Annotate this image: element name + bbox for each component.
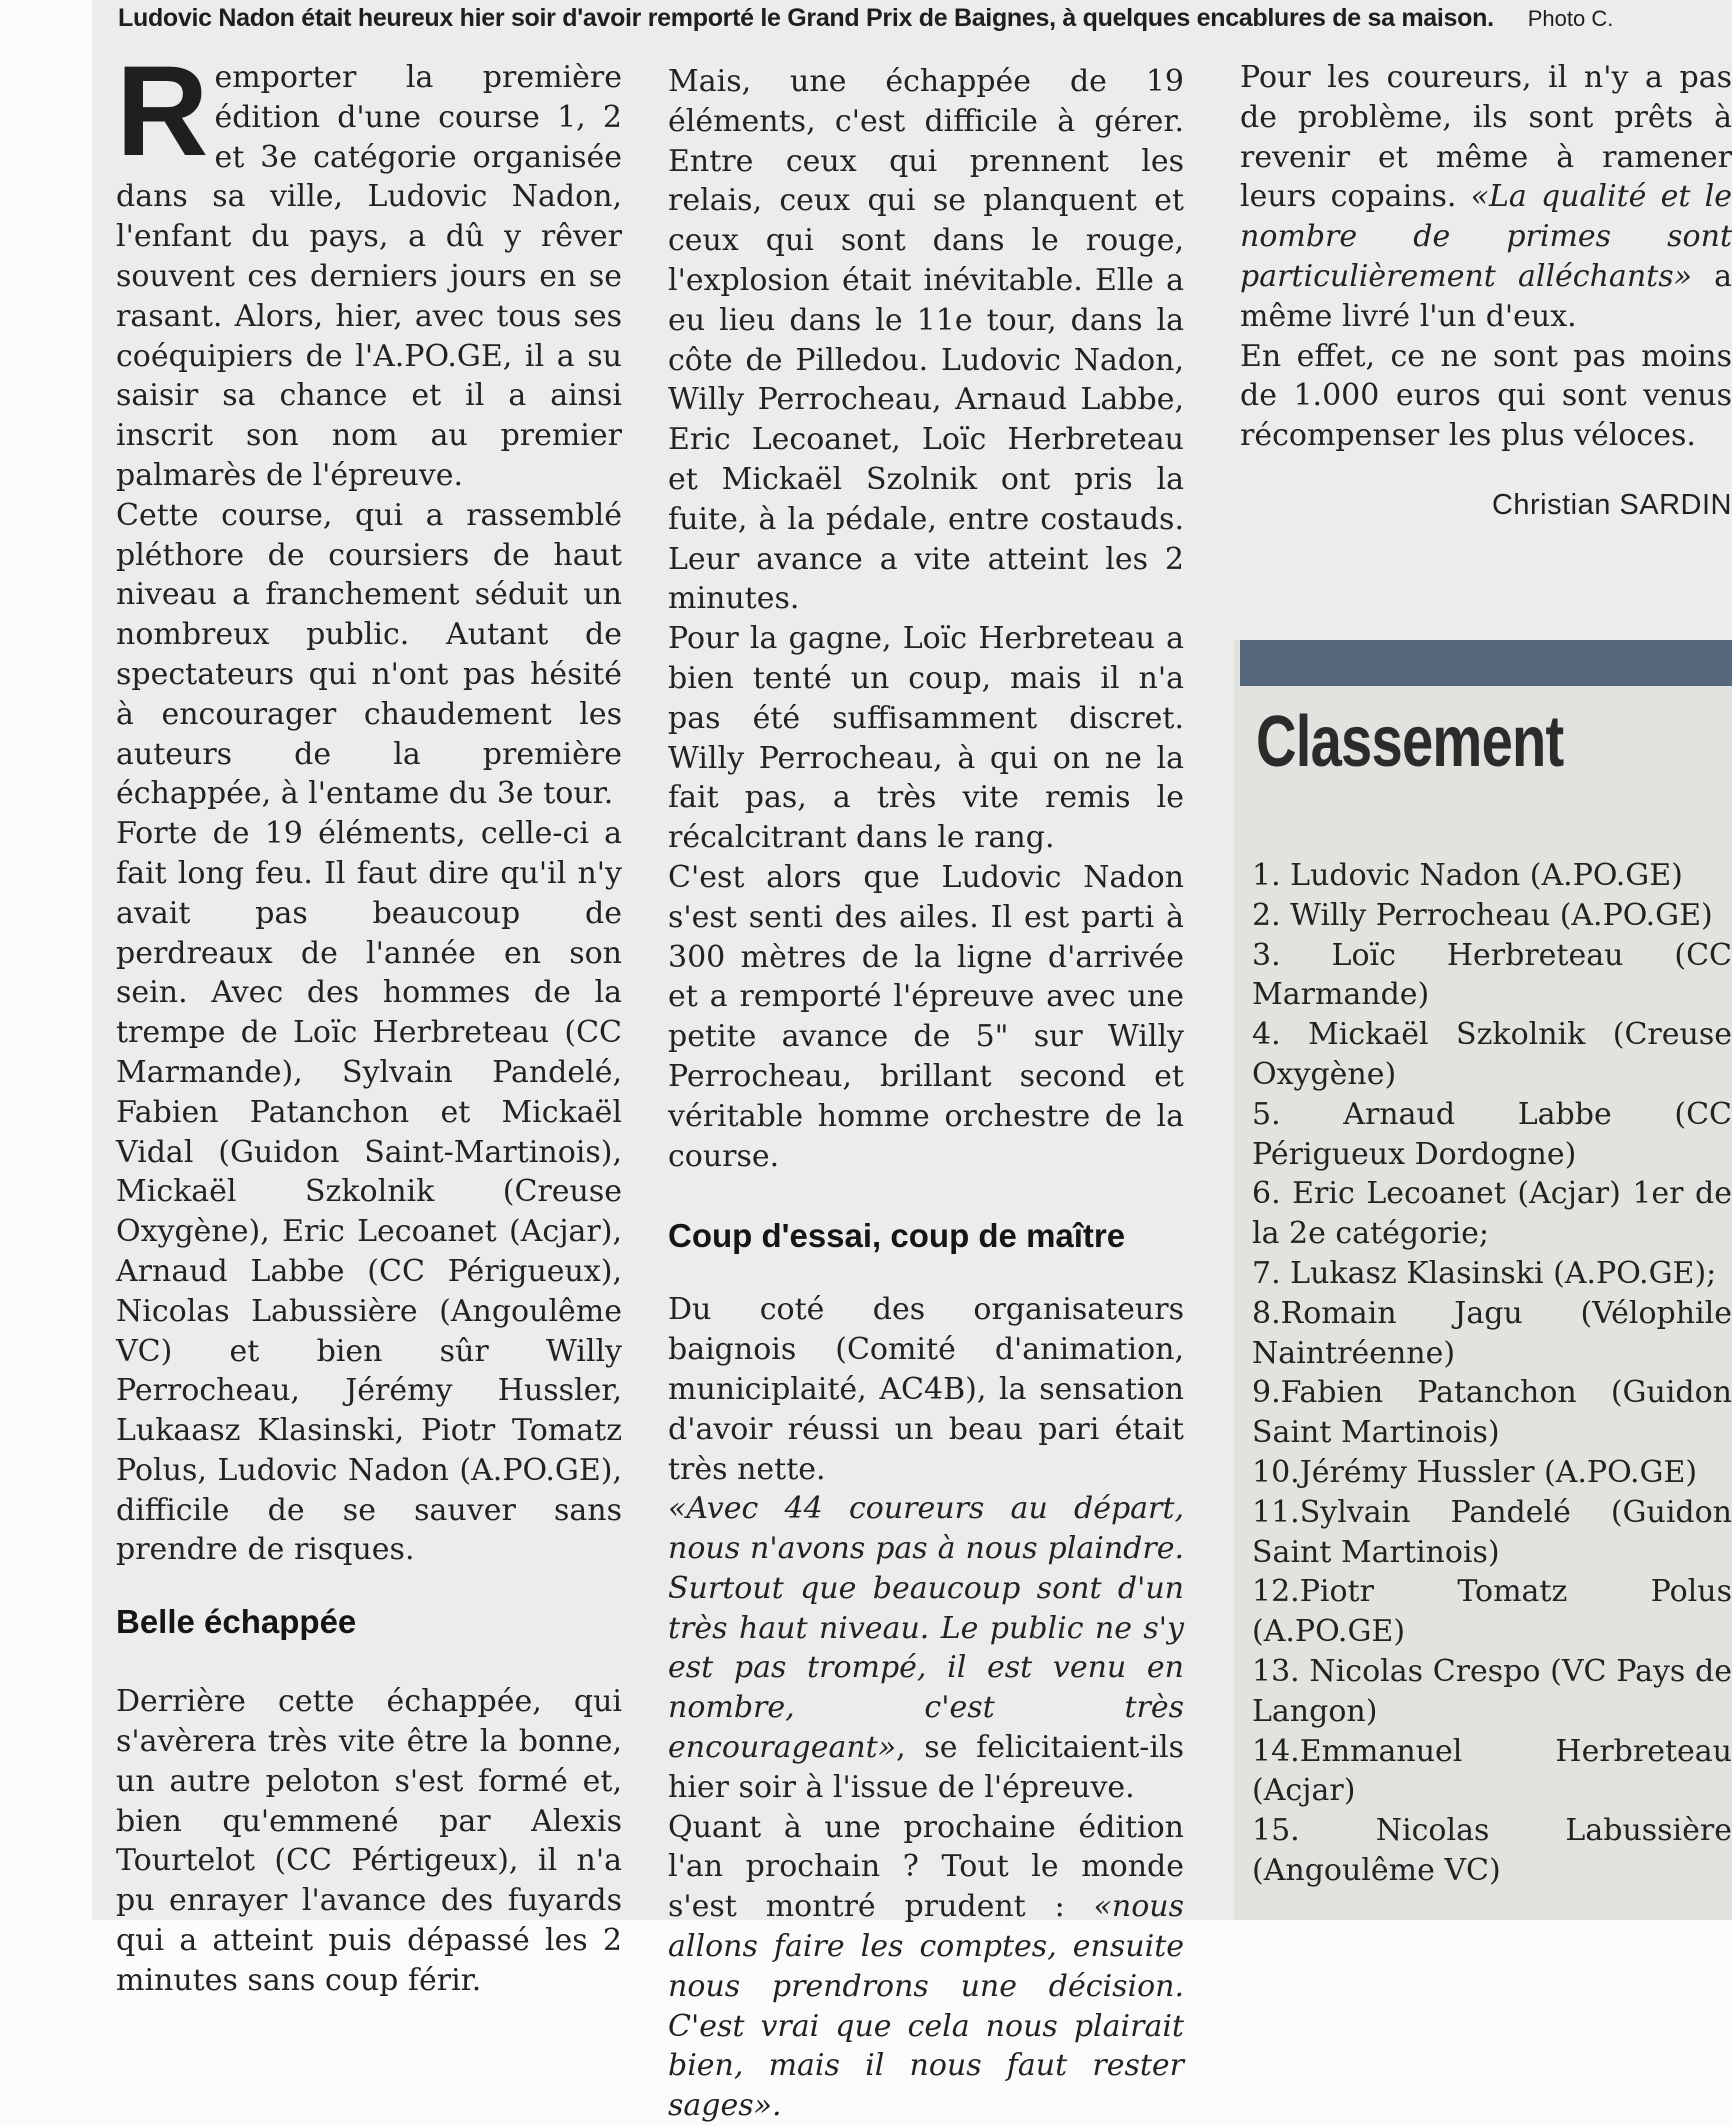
paragraph-public: Cette course, qui a rassemblé pléthore de coursiers de haut niveau a franchement séduit un nombreux public. Autant de spectateurs qui n'ont pas hésité à encourager chaudement les auteurs de la première échappée, à l'entame du 3e tour.: [116, 497, 622, 812]
riders-quote: «La qualité et le nombre de primes sont particulièrement alléchants»: [1240, 179, 1732, 294]
next-edition-text: Quant à une prochaine édition l'an prochain ? Tout le monde s'est montré prudent :: [668, 1809, 1184, 1925]
paragraph-victory: C'est alors que Ludovic Nadon s'est senti des ailes. Il est parti à 300 mètres de la ligne d'arrivée et a remporté l'épreuve avec une petite avance de 5" sur Willy Perrocheau, brillant second et véritable homme orchestre de la course.: [668, 859, 1184, 1174]
paragraph-explosion: Mais, une échappée de 19 éléments, c'est difficile à gérer. Entre ceux qui prennent les relais, ceux qui se planquent et ceux qui sont dans le rouge, l'explosion était inévitable. Elle a eu lieu dans le 11e tour, dans la côte de Pilledou. Ludovic Nadon, Willy Perrocheau, Arnaud Labbe, Eric Lecoanet, Loïc Herbreteau et Mickaël Szolnik ont pris la fuite, à la pédale, entre costauds. Leur avance a vite atteint les 2 minutes.: [668, 64, 1184, 617]
subheading-coup-d-essai: Coup d'essai, coup de maître: [668, 1217, 1126, 1255]
classement-entry: 2. Willy Perrocheau (A.PO.GE): [1252, 897, 1713, 933]
caption-text: Ludovic Nadon était heureux hier soir d'avoir remporté le Grand Prix de Baignes, à quelques encablures de sa maison.: [118, 4, 1494, 32]
classement-entry: 14.Emmanuel Herbreteau (Acjar): [1252, 1733, 1732, 1809]
classement-entry: 12.Piotr Tomatz Polus (A.PO.GE): [1252, 1574, 1732, 1650]
paragraph-riders: [1240, 58, 1732, 337]
classement-entry: 9.Fabien Patanchon (Guidon Saint Martinois): [1252, 1375, 1732, 1451]
photo-credit: Photo C.: [1527, 6, 1614, 31]
classement-entry: 4. Mickaël Szkolnik (Creuse Oxygène): [1252, 1017, 1732, 1092]
classement-entry: 8.Romain Jagu (Vélophile Naintréenne): [1252, 1295, 1732, 1371]
paragraph-next-edition: [668, 1808, 1184, 2126]
organisers-quote-attribution: , se felicitaient-ils hier soir à l'issue de l'épreuve.: [668, 1730, 1184, 1805]
classement-entry: 1. Ludovic Nadon (A.PO.GE): [1252, 858, 1683, 893]
intro-text: emporter la première édition d'une course 1, 2 et 3e catégorie organisée dans sa ville, Ludovic Nadon, l'enfant du pays, a dû y rêver souvent ces derniers jours en se rasant. Alors, hier, avec tous ses coéquipiers de l'A.PO.GE, il a su saisir sa chance et il a ainsi inscrit son nom au premier palmarès de l'épreuve.: [116, 60, 622, 493]
paragraph-prizes: En effet, ce ne sont pas moins de 1.000 euros qui sont venus récompenser les plus véloces.: [1240, 338, 1732, 454]
organisers-quote: «Avec 44 coureurs au départ, nous n'avons pas à nous plaindre. Surtout que beaucoup sont d'un très haut niveau. Le public ne s'y est pas trompé, il est venu en nombre, c'est très encourageant»: [668, 1491, 1184, 1766]
paragraph-breakaway: Forte de 19 éléments, celle-ci a fait long feu. Il faut dire qu'il n'y avait pas beaucoup de perdreaux de l'année en son sein. Avec des hommes de la trempe de Loïc Herbreteau (CC Marmande), Sylvain Pandelé, Fabien Patanchon et Mickaël Vidal (Guidon Saint-Martinois), Mickaël Szkolnik (Creuse Oxygène), Eric Lecoanet (Acjar), Arnaud Labbe (CC Périgueux), Nicolas Labussière (Angoulême VC) et bien sûr Willy Perrocheau, Jérémy Hussler, Lukaasz Klasinski, Piotr Tomatz Polus, Ludovic Nadon (A.PO.GE), difficile de se sauver sans prendre de risques.: [116, 816, 622, 1568]
author-signature: Christian SARDIN: [1491, 488, 1732, 521]
intro-paragraph: [116, 40, 622, 496]
photo-caption: [118, 4, 1732, 44]
paragraph-organisers-quote: [668, 1489, 1184, 1807]
drop-cap: R: [116, 40, 209, 183]
paragraph-peloton: Derrière cette échappée, qui s'avèrera très vite être la bonne, un autre peloton s'est formé et, bien qu'emmené par Alexis Tourtelot (CC Pértigeux), il n'a pu enrayer l'avance des fuyards qui a atteint puis dépassé les 2 minutes sans coup férir.: [116, 1684, 622, 1998]
classement-entry: 5. Arnaud Labbe (CC Périgueux Dordogne): [1252, 1096, 1732, 1172]
classement-list: [1252, 856, 1732, 1891]
next-edition-quote: «nous allons faire les comptes, ensuite nous prendrons une décision. C'est vrai que cela nous plairait bien, mais il nous faut rester sages».: [668, 1889, 1184, 2124]
article-column-1: [116, 40, 622, 2001]
subheading-belle-echappee: Belle échappée: [116, 1603, 357, 1641]
article-column-3: [1240, 58, 1732, 526]
paragraph-attack: Pour la gagne, Loïc Herbreteau a bien tenté un coup, mais il n'a pas été suffisamment discret. Willy Perrocheau, à qui on ne la fait pas, a très vite remis le récalcitrant dans le rang.: [668, 621, 1184, 856]
riders-text: Pour les coureurs, il n'y a pas de problème, ils sont prêts à revenir et même à ramener leurs copains.: [1240, 60, 1732, 215]
classement-entry: 6. Eric Lecoanet (Acjar) 1er de la 2e catégorie;: [1252, 1176, 1732, 1252]
classement-entry: 10.Jérémy Hussler (A.PO.GE): [1252, 1454, 1698, 1490]
classement-entry: 15. Nicolas Labussière (Angoulême VC): [1252, 1813, 1732, 1888]
classement-title: Classement: [1256, 702, 1564, 782]
riders-quote-attribution: a même livré l'un d'eux.: [1240, 258, 1732, 334]
classement-entry: 11.Sylvain Pandelé (Guidon Saint Martinois): [1252, 1494, 1732, 1570]
classement-entry: 13. Nicolas Crespo (VC Pays de Langon): [1252, 1653, 1732, 1729]
classement-entry: 3. Loïc Herbreteau (CC Marmande): [1252, 937, 1732, 1013]
classement-header-bar: [1240, 640, 1732, 686]
classement-entry: 7. Lukasz Klasinski (A.PO.GE);: [1252, 1255, 1717, 1291]
article-column-2: [668, 62, 1184, 2126]
paragraph-organisers: Du coté des organisateurs baignois (Comité d'animation, municiplaité, AC4B), la sensation d'avoir réussi un beau pari était très nette.: [668, 1292, 1184, 1487]
